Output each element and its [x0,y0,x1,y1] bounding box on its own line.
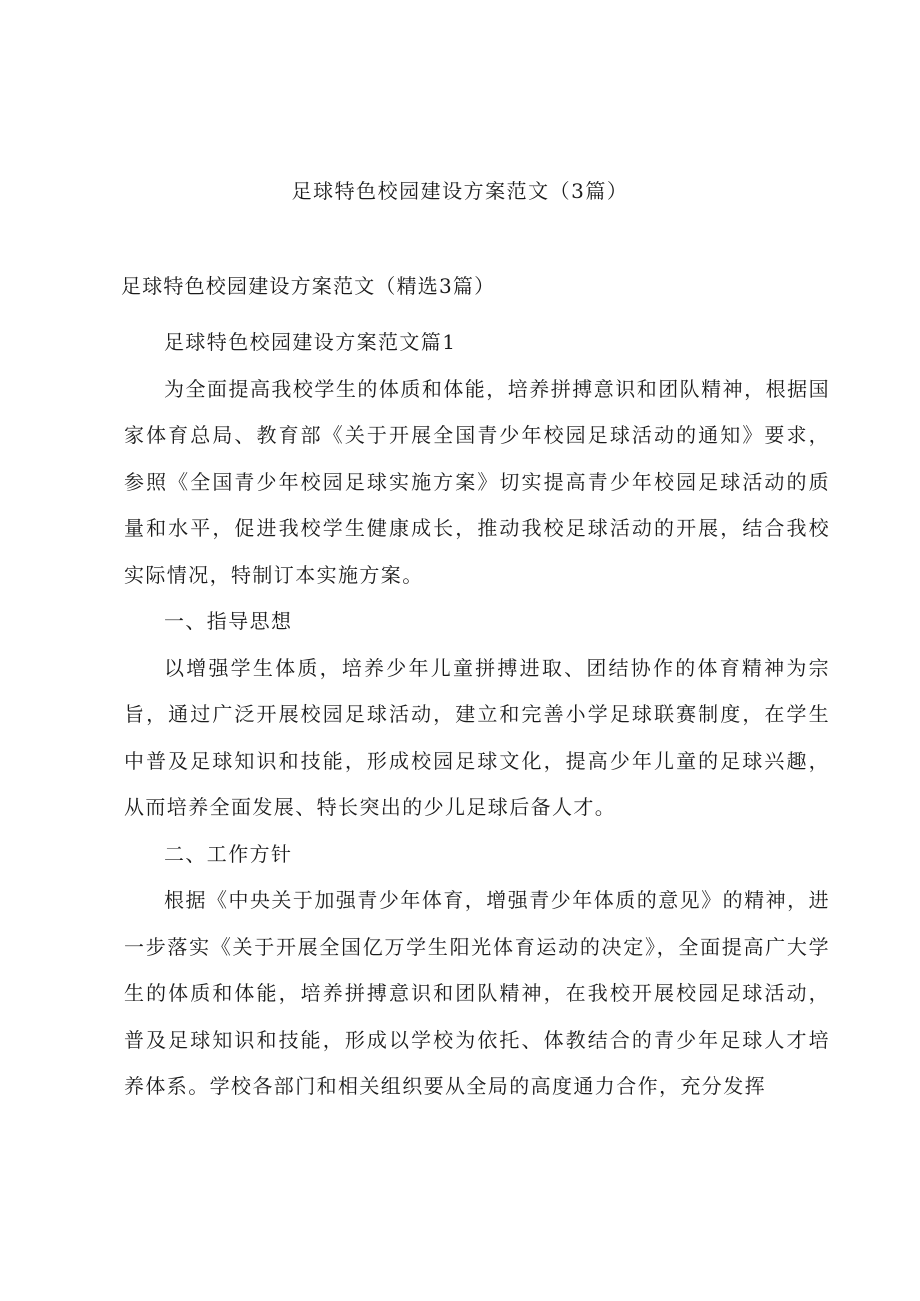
section-heading-work-policy: 二、工作方针 [164,841,293,866]
document-subtitle: 足球特色校园建设方案范文（精选3篇） [121,274,496,298]
paragraph-guiding-ideology: 以增强学生体质，培养少年儿童拼搏进取、团结协作的体育精神为宗旨，通过广泛开展校园足球活动，建立和完善小学足球联赛制度，在学生中普及足球知识和技能，形成校园足球文化，提高少年儿童的足球兴趣，从而培养全面发展、特长突出的少儿足球后备人才。 [124,655,830,819]
paragraph-intro: 为全面提高我校学生的体质和体能，培养拼搏意识和团队精神，根据国家体育总局、教育部《关于开展全国青少年校园足球活动的通知》要求，参照《全国青少年校园足球实施方案》切实提高青少年校园足球活动的质量和水平，促进我校学生健康成长，推动我校足球活动的开展，结合我校实际情况，特制订本实施方案。 [124,376,830,587]
document-body [124,319,830,1110]
section-heading-part-1: 足球特色校园建设方案范文篇1 [164,330,457,354]
document-title: 足球特色校园建设方案范文（3篇） [291,179,629,203]
paragraph-work-policy: 根据《中央关于加强青少年体育，增强青少年体质的意见》的精神，进一步落实《关于开展全国亿万学生阳光体育运动的决定》，全面提高广大学生的体质和体能，培养拼搏意识和团队精神，在我校开展校园足球活动，普及足球知识和技能，形成以学校为依托、体教结合的青少年足球人才培养体系。学校各部门和相关组织要从全局的高度通力合作，充分发挥 [124,888,830,1098]
section-heading-guiding-ideology: 一、指导思想 [164,609,293,633]
